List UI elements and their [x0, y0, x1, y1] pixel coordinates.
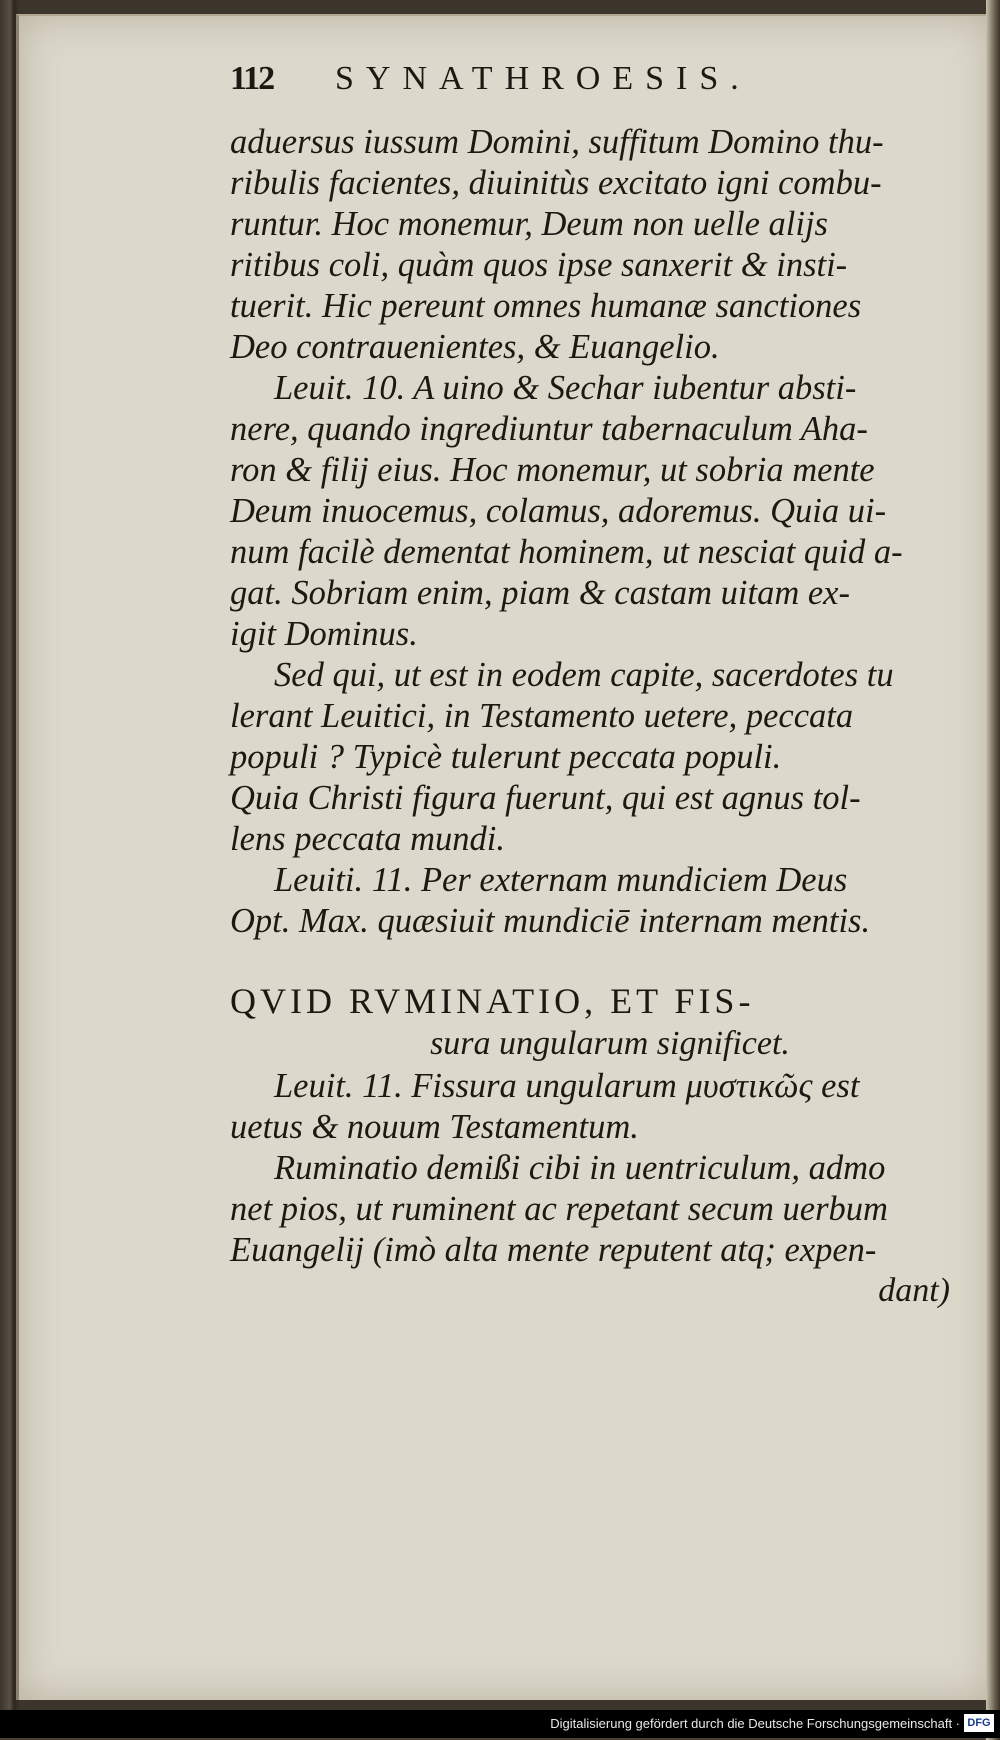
paragraph-3	[230, 655, 950, 860]
text-line: nere, quando ingrediuntur tabernaculum Aha-	[230, 410, 868, 448]
text-line: Quia Christi figura fuerunt, qui est agnus tol-	[230, 779, 861, 817]
running-head	[230, 60, 950, 122]
page-number: 112	[230, 60, 274, 97]
section-subheading: sura ungularum significet.	[430, 1025, 790, 1062]
text-line: lerant Leuitici, in Testamento uetere, peccata	[230, 697, 854, 735]
text-line: ron & filij eius. Hoc monemur, ut sobria mente	[230, 451, 875, 489]
text-line: aduersus iussum Domini, suffitum Domino thu-	[230, 123, 884, 161]
funding-credit: Digitalisierung gefördert durch die Deutsche Forschungsgemeinschaft ·	[550, 1716, 960, 1731]
text-line: Leuit. 10. A uino & Sechar iubentur absti-	[274, 369, 857, 407]
text-line: Opt. Max. quæsiuit mundiciē internam mentis.	[230, 902, 871, 940]
paragraph-4	[230, 860, 950, 942]
text-line: Euangelij (imò alta mente reputent atq; expen-	[230, 1231, 877, 1269]
text-line: igit Dominus.	[230, 615, 418, 653]
text-line: num facilè dementat hominem, ut nesciat quid a-	[230, 533, 903, 571]
dfg-logo-icon: DFG	[964, 1714, 994, 1732]
text-line: lens peccata mundi.	[230, 820, 505, 858]
text-line: Deum inuocemus, colamus, adoremus. Quia ui-	[230, 492, 887, 530]
catchword: dant)	[878, 1272, 950, 1309]
text-line: Deo contrauenientes, & Euangelio.	[230, 328, 720, 366]
paragraph-1	[230, 122, 950, 368]
paragraph-2	[230, 368, 950, 655]
text-line: gat. Sobriam enim, piam & castam uitam ex-	[230, 574, 850, 612]
text-line: Ruminatio demißi cibi in uentriculum, admo	[274, 1149, 886, 1187]
text-line: Leuit. 11. Fissura ungularum μυστικῶς est	[274, 1067, 860, 1105]
text-line: runtur. Hoc monemur, Deum non uelle alijs	[230, 205, 828, 243]
running-title: SYNATHROESIS.	[335, 60, 751, 97]
section-heading: QVID RVMINATIO, ET FIS-	[230, 981, 755, 1021]
paragraph-6	[230, 1148, 950, 1271]
text-line: populi ? Typicè tulerunt peccata populi.	[230, 738, 782, 776]
text-line: ribulis facientes, diuinitùs excitato igni combu-	[230, 164, 882, 202]
text-line: Leuiti. 11. Per externam mundiciem Deus	[274, 861, 848, 899]
text-line: tuerit. Hic pereunt omnes humanæ sanctiones	[230, 287, 862, 325]
paragraph-5	[230, 1066, 950, 1148]
text-line: ritibus coli, quàm quos ipse sanxerit & insti-	[230, 246, 848, 284]
page-edge	[986, 0, 1000, 1740]
text-line: Sed qui, ut est in eodem capite, sacerdotes tu	[274, 656, 894, 694]
text-block	[230, 60, 950, 1311]
text-line: uetus & nouum Testamentum.	[230, 1108, 639, 1146]
text-line: net pios, ut ruminent ac repetant secum uerbum	[230, 1190, 888, 1228]
